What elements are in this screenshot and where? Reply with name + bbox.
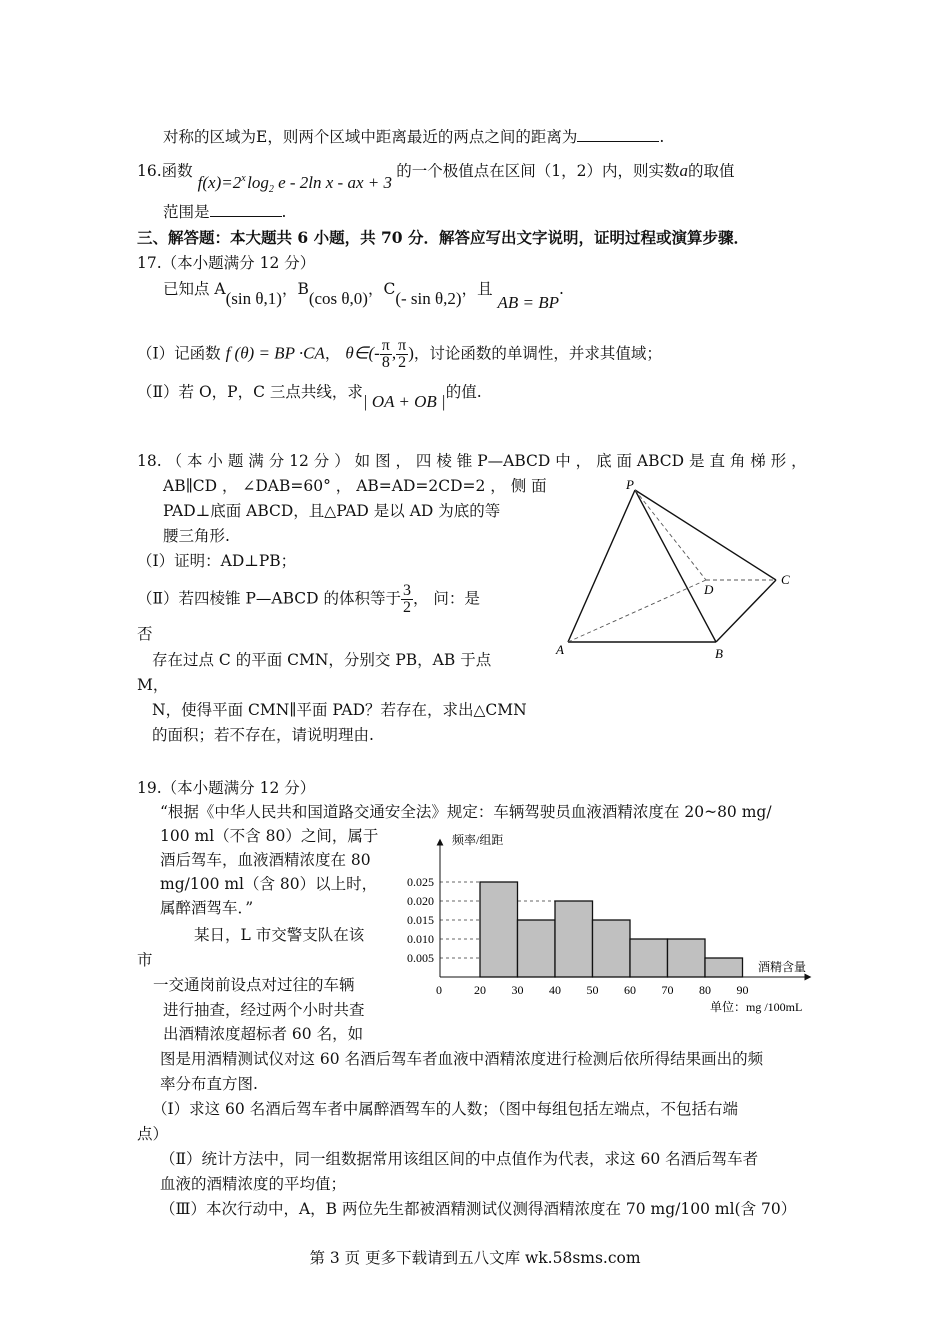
label-P: P <box>626 477 634 492</box>
q19-line17: （Ⅲ）本次行动中，A，B 两位先生都被酒精测试仪测得酒精浓度在 70 mg/100 ml(含 70） <box>160 1200 797 1218</box>
q17-part2: （Ⅱ）若 O，P，C 三点共线，求| OA + OB |的值. <box>137 383 482 411</box>
edge-PA <box>568 490 635 642</box>
x-tick-label: 60 <box>624 983 636 997</box>
y-axis-label: 频率/组距 <box>452 833 504 847</box>
y-tick-label: 0.005 <box>407 951 434 965</box>
edge-PC <box>635 490 776 580</box>
label-B: B <box>715 646 723 661</box>
edge-PB <box>635 490 716 642</box>
q19-line14: 点） <box>137 1125 169 1143</box>
q19-line8: 一交通岗前设点对过往的车辆 <box>153 976 355 994</box>
label-A: A <box>556 642 564 657</box>
histogram-bar <box>630 939 668 977</box>
section-3-heading: 三、解答题：本大题共 6 小题，共 70 分．解答应写出文字说明，证明过程或演算步骤． <box>137 228 749 247</box>
q17-points: 已知点 A(sin θ,1)，B(cos θ,0)，C(- sin θ,2)，且 AB = BP. <box>163 280 564 312</box>
y-tick-label: 0.020 <box>407 894 434 908</box>
q18-line2: AB∥CD ， ∠DAB=60° ， AB=AD=2CD=2 ， 侧 面 <box>163 477 547 495</box>
q19-line13: （Ⅰ）求这 60 名酒后驾车者中属醉酒驾车的人数；（图中每组包括左端点，不包括右端 <box>152 1100 738 1118</box>
q18-line4: 腰三角形. <box>163 527 230 545</box>
edge-BC <box>716 580 776 642</box>
q19-heading: 19.（本小题满分 12 分） <box>137 779 316 797</box>
x-tick-label: 30 <box>511 983 524 997</box>
y-tick-label: 0.010 <box>407 932 434 946</box>
q19-line10: 出酒精浓度超标者 60 名，如 <box>163 1025 364 1043</box>
x-tick-label: 70 <box>661 983 674 997</box>
x-tick-label: 50 <box>586 983 599 997</box>
x-tick-label: 20 <box>474 983 486 997</box>
histogram-chart <box>400 828 820 1018</box>
q19-line9: 进行抽查，经过两个小时共查 <box>163 1001 365 1019</box>
page-footer: 第 3 页 更多下载请到五八文库 wk.58sms.com <box>309 1249 641 1267</box>
histogram-bar <box>668 939 706 977</box>
q15-continuation: 对称的区域为E，则两个区域中距离最近的两点之间的距离为 . <box>163 128 665 146</box>
histogram-bar <box>593 920 631 977</box>
q16-line2: 范围是 . <box>163 203 287 221</box>
histogram-bar <box>480 882 518 977</box>
q18-line9: M， <box>137 676 169 694</box>
q19-line15: （Ⅱ）统计方法中，同一组数据常用该组区间的中点值作为代表，求这 60 名酒后驾车者 <box>160 1150 759 1168</box>
histogram-bar <box>705 958 743 977</box>
x-tick-label: 40 <box>549 983 561 997</box>
q19-line16: 血液的酒精浓度的平均值； <box>160 1175 347 1193</box>
x-tick-label: 90 <box>736 983 749 997</box>
q19-line6: 某日，L 市交警支队在该 <box>194 926 365 944</box>
q18-line7: 否 <box>137 625 153 643</box>
q19-line7: 市 <box>137 951 153 969</box>
edge-AD <box>568 580 706 642</box>
histogram-bar <box>555 901 593 977</box>
q19-line1: “根据《中华人民共和国道路交通安全法》规定：车辆驾驶员血液酒精浓度在 20~80 mg/ <box>160 803 772 821</box>
q18-line10: N，使得平面 CMN∥平面 PAD？若存在，求出△CMN <box>152 701 527 719</box>
pyramid-figure <box>550 474 810 664</box>
q19-line11: 图是用酒精测试仪对这 60 名酒后驾车者血液中酒精浓度进行检测后依所得结果画出的频 <box>160 1050 764 1068</box>
origin-label: 0 <box>436 983 442 997</box>
q19-line5: 属醉酒驾车．” <box>160 899 254 917</box>
q19-line4: mg/100 ml（含 80）以上时， <box>160 875 378 893</box>
q19-line12: 率分布直方图. <box>160 1075 258 1093</box>
x-tick-label: 80 <box>699 983 711 997</box>
q17-heading: 17.（本小题满分 12 分） <box>137 254 316 272</box>
histogram-bar <box>518 920 556 977</box>
q16-line1: 16.函数 $f(x)=2^x$ $\log_2 e - 2\ln$ x - ax + 3 的一个极值点在区间（1，2）内，则实数a的取值 <box>137 161 735 195</box>
q17-part1: （Ⅰ）记函数 f (θ) = BP ·CA， θ∈(- $\frac{\pi}{8}$ , $\frac{\pi}{2}$ )，讨论函数的单调性，并求其值域； <box>137 337 662 371</box>
x-axis-label: 酒精含量 <box>758 960 807 974</box>
label-C: C <box>781 572 790 587</box>
y-tick-label: 0.015 <box>407 913 434 927</box>
q19-line3: 酒后驾车，血液酒精浓度在 80 <box>160 851 371 869</box>
q18-part2: （Ⅱ）若四棱锥 P—ABCD 的体积等于 $\frac{3}{2}$ ， 问：是 <box>137 582 480 616</box>
edge-PD <box>635 490 706 580</box>
q18-line3: PAD⊥底面 ABCD，且△PAD 是以 AD 为底的等 <box>163 502 501 520</box>
label-D: D <box>704 582 714 597</box>
y-tick-label: 0.025 <box>407 875 434 889</box>
q18-part1: （Ⅰ）证明：AD⊥PB； <box>137 552 297 570</box>
q18-line1: 18. （ 本 小 题 满 分 12 分 ） 如 图 ， 四 棱 锥 P—ABCD 中 ， 底 面 ABCD 是 直 角 梯 形 ， <box>137 452 807 470</box>
unit-label: 单位：mg /100mL <box>710 1000 803 1014</box>
q18-line8: 存在过点 C 的平面 CMN，分别交 PB，AB 于点 <box>152 651 492 669</box>
q18-line11: 的面积；若不存在，请说明理由. <box>152 726 374 744</box>
q19-line2: 100 ml（不含 80）之间，属于 <box>160 827 379 845</box>
